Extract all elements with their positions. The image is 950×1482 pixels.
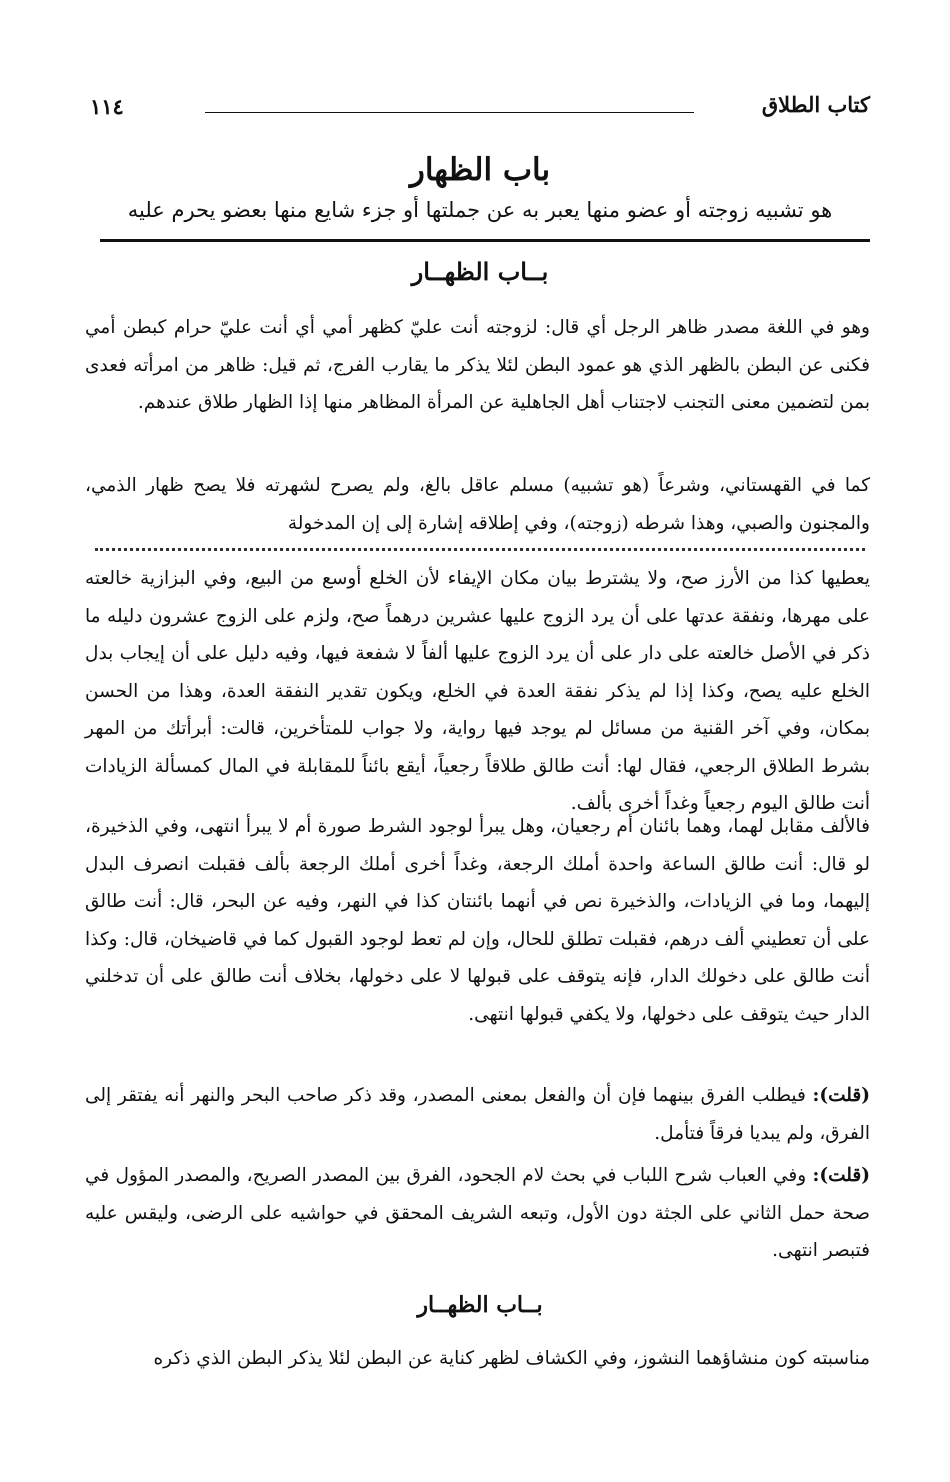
matn-text: هو تشبيه زوجته أو عضو منها يعبر به عن جملتها أو جزء شايع منها بعضو يحرم عليه <box>127 198 833 222</box>
matn-divider <box>100 239 870 242</box>
sharh-heading: بــاب الظهــار <box>417 1292 543 1318</box>
paragraph: كما في القهستاني، وشرعاً (هو تشبيه) مسلم عاقل بالغ، ولم يصرح لشهرته فلا يصح ظهار الذمي، والمجنون والصبي، وهذا شرطه (زوجته)، وفي إطلاقه إشارة إلى إن المدخولة <box>85 475 870 534</box>
page-number: ١١٤ <box>90 94 124 119</box>
qult-label: (قلت): <box>812 1165 870 1186</box>
matn-heading: باب الظهار <box>409 152 551 188</box>
paragraph: فالألف مقابل لهما، وهما بائنان أم رجعيان، وهل يبرأ لوجود الشرط صورة أم لا يبرأ انتهى، وفي الذخيرة، لو قال: أنت طالق الساعة واحدة أملك الرجعة، وغداً أخرى أملك الرجعة بألف فقبلت انصرف البدل إليهما، وما في الزيادات، والذخيرة نص في أنهما بائنتان كذا في النهر، وفيه عن البحر، قال: أنت طالق على أن تعطيني ألف درهم، فقبلت تطلق للحال، وإن لم تعط لوجود القبول كما في قاضيخان، قال: وكذا أنت طالق على دخولك الدار، فإنه يتوقف على قبولها لا على دخولها، بخلاف أنت طالق على أن تدخلني الدار حيث يتوقف على دخولها، ولا يكفي قبولها انتهى. <box>85 816 870 1025</box>
running-header <box>90 92 870 126</box>
qult-label: (قلت): <box>812 1085 871 1106</box>
sharh-heading: بــاب الظهــار <box>411 257 549 286</box>
paragraph-text: وفي العباب شرح اللباب في بحث لام الجحود، الفرق بين المصدر الصريح، والمصدر المؤول في صحة حمل الثاني على الجثة دون الأول، وتبعه الشريف المحقق في حواشيه على الرضى، وليقس عليه فتبصر انتهى. <box>85 1165 870 1261</box>
paragraph-text: فيطلب الفرق بينهما فإن أن والفعل بمعنى المصدر، وقد ذكر صاحب البحر والنهر أنه يفتقر إلى الفرق، ولم يبديا فرقاً فتأمل. <box>85 1085 870 1144</box>
footnote-divider <box>95 548 865 551</box>
paragraph: يعطيها كذا من الأرز صح، ولا يشترط بيان مكان الإيفاء لأن الخلع أوسع من البيع، وفي البزازية خالعته على مهرها، ونفقة عدتها على أن يرد الزوج عليها عشرين درهماً صح، ولزم على الزوج عشرون دليله ما ذكر في الأصل خالعته على دار على أن يرد الزوج عليها ألفاً لا شفعة فيها، وفيه دليل على أن إيجاب بدل الخلع عليه يصح، وكذا إذا لم يذكر نفقة العدة في الخلع، ويكون تقدير النفقة العدة، وهذا من الحسن بمكان، وفي آخر القنية من مسائل لم يوجد فيها رواية، ولا جواب للمتأخرين، قالت: أبرأتك من المهر بشرط الطلاق الرجعي، فقال لها: أنت طالق طلاقاً رجعياً، أيقع بائناً للمقابلة في المال كمسألة الزيادات أنت طالق اليوم رجعياً وغداً أخرى بألف. <box>85 568 870 814</box>
book-title: كتاب الطلاق <box>761 92 870 117</box>
paragraph-qult <box>85 1157 910 1270</box>
header-rule <box>205 112 694 113</box>
paragraph-qult <box>85 1077 910 1152</box>
paragraph: مناسبته كون منشاؤهما النشوز، وفي الكشاف لظهر كناية عن البطن لئلا يذكر البطن الذي ذكره <box>153 1348 870 1369</box>
paragraph: وهو في اللغة مصدر ظاهر الرجل أي قال: لزوجته أنت عليّ كظهر أمي أي أنت عليّ حرام كبطن أمي فكنى عن البطن بالظهر الذي هو عمود البطن لئلا يذكر ما يقارب الفرج، ثم قيل: ظاهر من امرأته فعدى بمن لتضمين معنى التجنب لاجتناب أهل الجاهلية عن المرأة المظاهر منها إذا الظهار طلاق عندهم. <box>85 317 870 413</box>
